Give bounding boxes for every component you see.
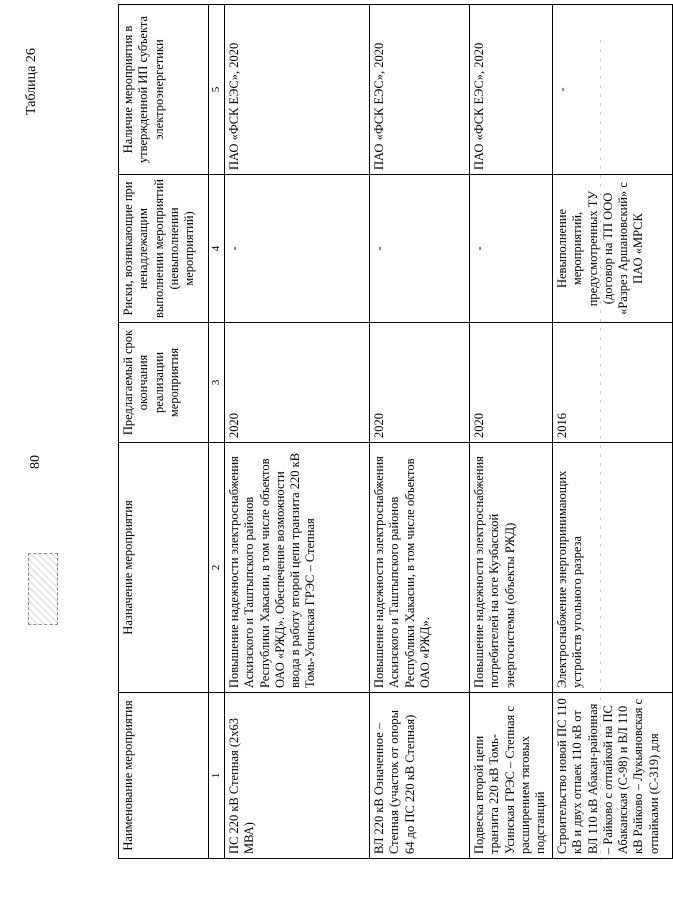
header-program: Наличие мероприятия в утвержденной ИП субъекта электроэнергетики (119, 5, 209, 175)
header-name: Наименование мероприятия (119, 693, 209, 859)
column-number: 3 (209, 323, 225, 443)
column-number: 1 (209, 693, 225, 859)
cell-purpose: Электроснабжение энергопринимающих устройств угольного разреза (553, 443, 673, 693)
table-label: Таблица 26 (24, 48, 39, 115)
cell-name: Подвеска второй цепи транзита 220 кВ Томь-Усинская ГРЭС – Степная с расширением тяговых подстанций (470, 693, 553, 859)
cell-year: 2020 (225, 323, 370, 443)
table-row (225, 5, 370, 859)
table-row (370, 5, 470, 859)
cell-risks: - (470, 175, 553, 323)
header-risks: Риски, возникающие при ненадлежащим выполнении мероприятий (невыполнении мероприятий) (119, 175, 209, 323)
table-row (470, 5, 553, 859)
header-deadline: Предлагаемый срок окончания реализации мероприятия (119, 323, 209, 443)
column-number-row (209, 5, 225, 859)
table-row (553, 5, 673, 859)
column-number: 2 (209, 443, 225, 693)
cell-name: ПС 220 кВ Степная (2х63 МВА) (225, 693, 370, 859)
cell-program: ПАО «ФСК ЕЭС», 2020 (470, 5, 553, 175)
cell-program: ПАО «ФСК ЕЭС», 2020 (225, 5, 370, 175)
cell-program: ПАО «ФСК ЕЭС», 2020 (370, 5, 470, 175)
cell-name: ВЛ 220 кВ Означенное – Степная (участок от опоры 64 до ПС 220 кВ Степная) (370, 693, 470, 859)
measures-table (118, 4, 673, 859)
cell-year: 2020 (370, 323, 470, 443)
header-purpose: Назначение мероприятия (119, 443, 209, 693)
cell-program: - (553, 5, 673, 175)
page-number: 80 (28, 455, 43, 469)
column-number: 5 (209, 5, 225, 175)
table-header-row (119, 5, 209, 859)
cell-risks: Невыполнение мероприятий, предусмотренных ТУ (договор на ТП ООО «Разрез Аршановский» с ПАО «МРСК (553, 175, 673, 323)
cell-name: Строительство новой ПС 110 кВ и двух отпаек 110 кВ от ВЛ 110 кВ Абакан-районная – Райково с отпайкой на ПС Абаканская (С-98) и ВЛ 110 кВ Райково – Лукьяновская с отпайками (С-319) для (553, 693, 673, 859)
cell-risks: - (370, 175, 470, 323)
scan-artifact-line (600, 40, 601, 860)
column-number: 4 (209, 175, 225, 323)
cell-purpose: Повышение надежности электроснабжения потребителей на юге Кузбасской энергосистемы (объекты РЖД) (470, 443, 553, 693)
cell-year: 2016 (553, 323, 673, 443)
cell-risks: - (225, 175, 370, 323)
cell-purpose: Повышение надежности электроснабжения Аскизского и Таштыпского районов Республики Хакасии, в том числе объектов ОАО «РЖД». Обеспечение возможности ввода в работу второй цепи транзита 220 кВ Томь-Усинская ГРЭС – Степная (225, 443, 370, 693)
scan-stamp (28, 553, 58, 625)
cell-purpose: Повышение надежности электроснабжения Аскизского и Таштыпского районов Республики Хакасии, в том числе объектов ОАО «РЖД». (370, 443, 470, 693)
cell-year: 2020 (470, 323, 553, 443)
